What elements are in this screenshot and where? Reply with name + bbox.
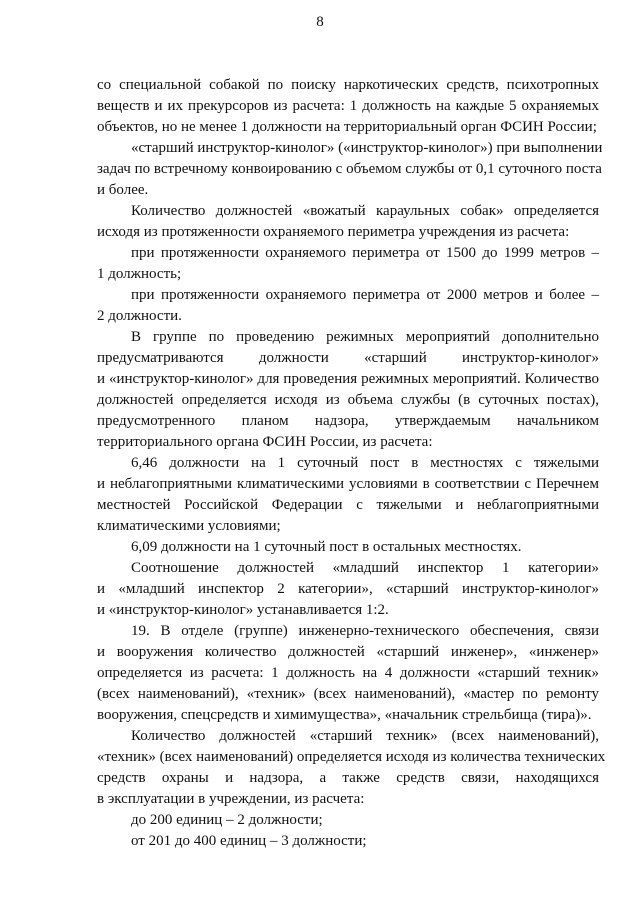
text-line: до 200 единиц – 2 должности; [131,812,323,828]
text-line: объектов, но не менее 1 должности на территориальный орган ФСИН России; [97,119,597,135]
text-line: и «инструктор-кинолог» устанавливается 1:2. [97,602,389,618]
page-number: 8 [316,14,324,30]
text-line: «старший инструктор-кинолог» («инструктор-кинолог») при выполнении [131,140,603,156]
text-line: (всех наименований), «техник» (всех наименований), «мастер по ремонту [97,686,599,702]
text-line: 6,46 должности на 1 суточный пост в местностях с тяжелыми [131,455,599,471]
text-line: 19. В отделе (группе) инженерно-технического обеспечения, связи [131,623,599,639]
text-line: Соотношение должностей «младший инспектор 1 категории» [131,560,599,576]
text-line: предусматриваются должности «старший инструктор-кинолог» [97,350,599,366]
text-line: 2 должности. [97,308,182,324]
text-line: «техник» (всех наименований) определяется исходя из количества технических [97,749,606,765]
text-line: должностей определяется исходя из объема службы (в суточных постах), [97,392,599,408]
text-line: веществ и их прекурсоров из расчета: 1 должность на каждые 5 охраняемых [97,98,599,114]
text-line: В группе по проведению режимных мероприятий дополнительно [131,329,599,345]
text-line: и вооружения количество должностей «старший инженер», «инженер» [97,644,599,660]
text-line: и «младший инспектор 2 категории», «старший инструктор-кинолог» [97,581,599,597]
text-line: при протяженности охраняемого периметра от 1500 до 1999 метров – [131,245,599,261]
text-line: и «инструктор-кинолог» для проведения режимных мероприятий. Количество [97,371,599,387]
text-line: 1 должность; [97,266,182,282]
text-line: Количество должностей «старший техник» (всех наименований), [131,728,599,744]
text-line: и более. [97,182,149,198]
text-line: и неблагоприятными климатическими условиями в соответствии с Перечнем [97,476,599,492]
text-line: климатическими условиями; [97,518,281,534]
text-line: вооружения, спецсредств и химимущества», «начальник стрельбища (тира)». [97,707,592,723]
text-line: исходя из протяженности охраняемого периметра учреждения из расчета: [97,224,570,240]
text-line: со специальной собакой по поиску наркотических средств, психотропных [97,77,599,93]
text-line: территориального органа ФСИН России, из расчета: [97,434,433,450]
text-line: Количество должностей «вожатый караульных собак» определяется [131,203,599,219]
text-line: от 201 до 400 единиц – 3 должности; [131,833,367,849]
text-line: определяется из расчета: 1 должность на 4 должности «старший техник» [97,665,599,681]
text-line: средств охраны и надзора, а также средств связи, находящихся [97,770,599,786]
text-line: при протяженности охраняемого периметра от 2000 метров и более – [131,287,599,303]
text-line: предусмотренного планом надзора, утверждаемым начальником [97,413,599,429]
text-line: задач по встречному конвоированию с объемом службы от 0,1 суточного поста [97,161,602,177]
text-line: в эксплуатации в учреждении, из расчета: [97,791,365,807]
text-line: 6,09 должности на 1 суточный пост в остальных местностях. [131,539,522,555]
text-line: местностей Российской Федерации с тяжелыми и неблагоприятными [97,497,599,513]
